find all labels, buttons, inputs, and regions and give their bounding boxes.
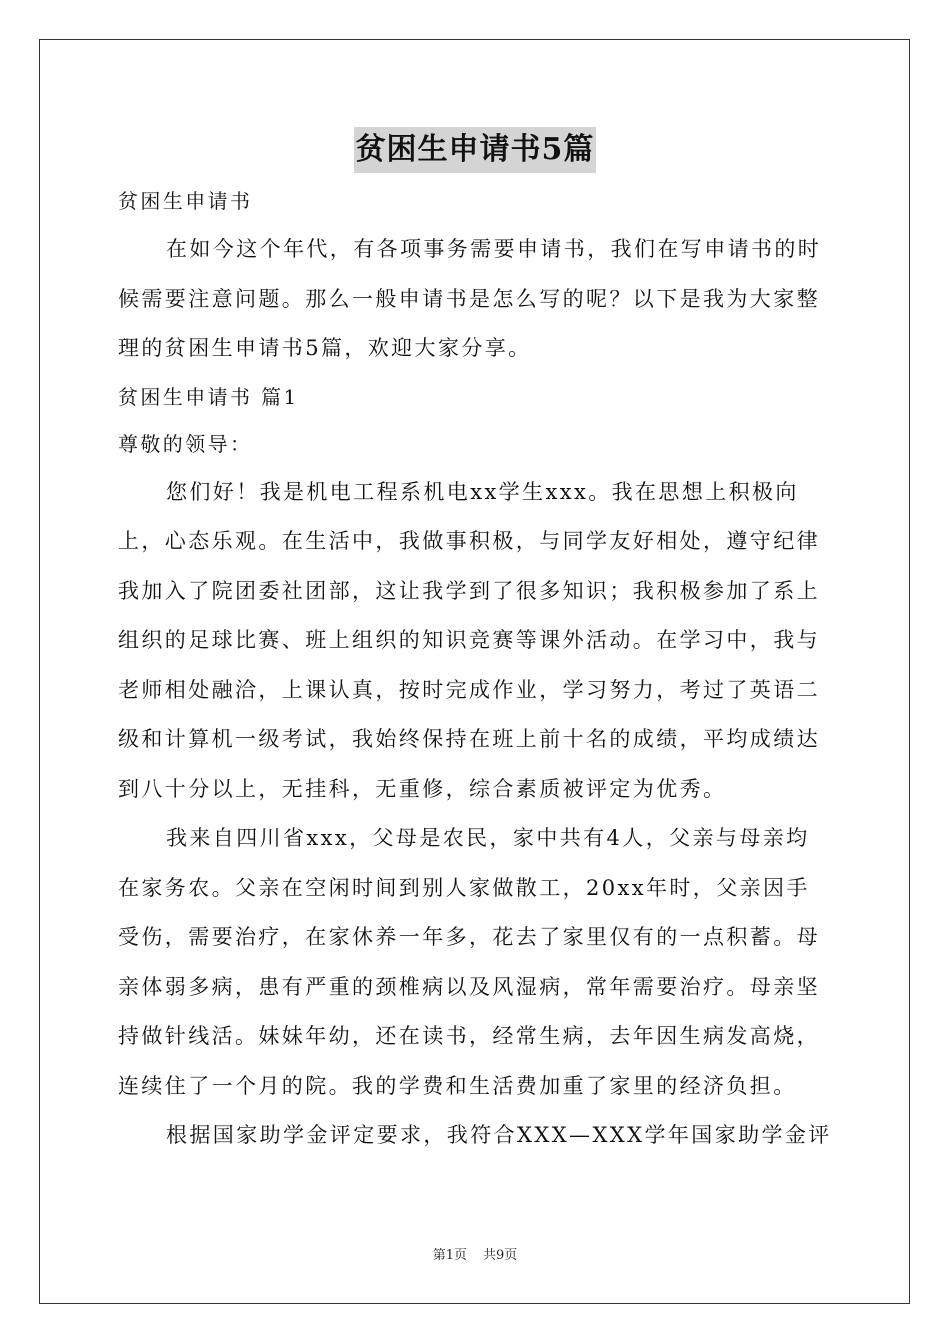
paragraph-line: 我来自四川省xxx，父母是农民，家中共有4人，父亲与母亲均 <box>166 826 810 850</box>
document-title: 贫困生申请书5篇 <box>354 127 597 173</box>
salutation: 尊敬的领导： <box>118 431 253 456</box>
paragraph-line: 持做针线活。妹妹年幼，还在读书，经常生病，去年因生病发高烧， <box>118 1024 820 1048</box>
paragraph-line: 在家务农。父亲在空闲时间到别人家做散工，20xx年时，父亲因手 <box>118 875 810 900</box>
paragraph-line: 组织的足球比赛、班上组织的知识竞赛等课外活动。在学习中，我与 <box>118 628 820 652</box>
title-container <box>0 127 950 173</box>
paragraph-line: 连续住了一个月的院。我的学费和生活费加重了家里的经济负担。 <box>118 1073 797 1098</box>
page-number: 第1页 <box>432 1248 467 1263</box>
paragraph-line: 老师相处融洽，上课认真，按时完成作业，学习努力，考过了英语二 <box>118 677 820 702</box>
paragraph-line: 我加入了院团委社团部，这让我学到了很多知识；我积极参加了系上 <box>118 578 820 603</box>
paragraph-line: 受伤，需要治疗，在家休养一年多，花去了家里仅有的一点积蓄。母 <box>118 925 820 949</box>
section-heading: 贫困生申请书 <box>118 189 253 213</box>
paragraph-line: 在如今这个年代，有各项事务需要申请书，我们在写申请书的时 <box>166 237 822 261</box>
paragraph-line: 您们好！我是机电工程系机电xx学生xxx。我在思想上积极向 <box>166 479 799 504</box>
paragraph-line: 根据国家助学金评定要求，我符合XXX—XXX学年国家助学金评 <box>166 1123 832 1147</box>
section-heading: 贫困生申请书 篇1 <box>118 384 299 409</box>
paragraph-line: 候需要注意问题。那么一般申请书是怎么写的呢？以下是我为大家整 <box>118 286 820 311</box>
paragraph-line: 上，心态乐观。在生活中，我做事积极，与同学友好相处，遵守纪律 <box>118 529 820 553</box>
paragraph-line: 理的贫困生申请书5篇，欢迎大家分享。 <box>118 336 532 360</box>
page-total: 共9页 <box>483 1248 518 1263</box>
page-footer <box>0 1244 950 1263</box>
paragraph-line: 级和计算机一级考试，我始终保持在班上前十名的成绩，平均成绩达 <box>118 727 820 751</box>
paragraph-line: 亲体弱多病，患有严重的颈椎病以及风湿病，常年需要治疗。母亲坚 <box>118 974 820 999</box>
document-body <box>118 178 832 1161</box>
paragraph-line: 到八十分以上，无挂科，无重修，综合素质被评定为优秀。 <box>118 776 727 801</box>
